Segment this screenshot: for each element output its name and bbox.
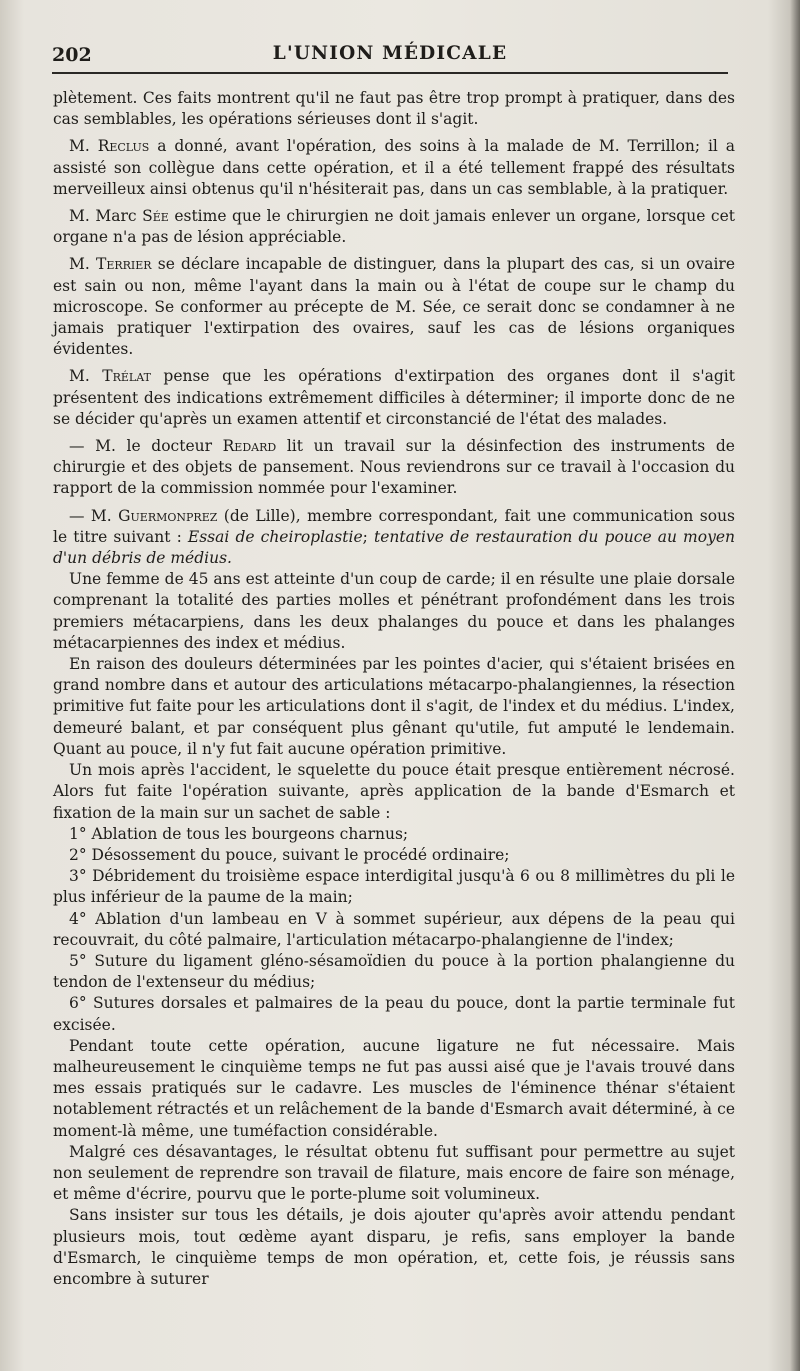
text-run: estime que le chirurgien ne doit jamais enlever un organe, lorsque cet organe n'a pas de lésion appréciable. <box>53 207 736 247</box>
text-run: 1° Ablation de tous les bourgeons charnus; <box>69 824 409 843</box>
paragraph <box>53 254 735 360</box>
paragraph <box>53 1205 735 1290</box>
paragraph <box>53 866 735 908</box>
paragraph <box>53 951 735 993</box>
italic-title: Essai de cheiroplastie <box>187 527 363 546</box>
author-name: Guermonprez <box>118 506 218 525</box>
paragraph <box>53 845 735 866</box>
header-rule <box>52 72 728 74</box>
text-run: 5° Suture du ligament gléno-sésamoïdien du pouce à la portion phalangienne du tendon de l'extenseur du médius; <box>53 951 735 992</box>
paragraph <box>53 436 735 500</box>
page-number: 202 <box>52 44 92 66</box>
paragraph <box>53 88 735 130</box>
author-name: Sée <box>142 207 169 226</box>
text-run: pense que les opérations d'extirpation des organes dont il s'agit présentent des indications extrêmement difficiles à déterminer; il importe donc de ne se décider qu'après un examen attentif et circonstancié de l'état des malades. <box>53 367 735 428</box>
text-run: Malgré ces désavantages, le résultat obtenu fut suffisant pour permettre au sujet non seulement de reprendre son travail de filature, mais encore de faire son ménage, et même d'écrire, pourvu que le porte-plume soit volumineux. <box>53 1142 735 1204</box>
text-run: M. <box>69 255 96 274</box>
author-name: Terrier <box>95 255 152 274</box>
text-run: lit un travail sur la désinfection des instruments de chirurgie et des objets de pansement. Nous reviendrons sur ce travail à l'occasion du rapport de la commission nommée pour l'examiner. <box>53 437 735 498</box>
author-name: Redard <box>222 437 277 456</box>
text-run: Pendant toute cette opération, aucune ligature ne fut nécessaire. Mais malheureusement le cinquième temps ne fut pas aussi aisé que je l'avais trouvé dans mes essais pratiqués sur le cadavre. Les muscles de l'éminence thénar s'étaient notablement rétractés et un relâchement de la bande d'Esmarch avait déterminé, à ce moment-là même, une tuméfaction considérable. <box>53 1036 735 1140</box>
text-run: 3° Débridement du troisième espace interdigital jusqu'à 6 ou 8 millimètres du pli le plus inférieur de la paume de la main; <box>53 867 735 907</box>
running-title: L'UNION MÉDICALE <box>272 43 508 64</box>
text-run: a donné, avant l'opération, des soins à la malade de M. Terrillon; il a assisté son collègue dans cette opération, et il a été tellement frappé des résultats merveilleux ainsi obtenus qu'il n'hésiterait pas, dans un cas semblable, à la pratiquer. <box>53 137 735 198</box>
text-run: M. <box>69 137 98 156</box>
text-run: M. Marc <box>69 207 143 226</box>
text-run: se déclare incapable de distinguer, dans la plupart des cas, si un ovaire est sain ou non, même l'ayant dans la main ou à l'état de coupe sur le champ du microscope. Se conformer au précepte de M. Sée, ce serait donc se condamner à ne jamais pratiquer l'extirpation des ovaires, sauf les cas de lésions organiques évidentes. <box>53 255 735 359</box>
paragraph <box>53 1036 735 1142</box>
paragraph <box>53 824 735 845</box>
running-header <box>52 40 728 70</box>
paragraph <box>53 993 735 1035</box>
paragraph <box>53 136 735 200</box>
paragraph <box>53 506 735 570</box>
paragraph <box>53 1142 735 1206</box>
paragraph <box>53 206 735 248</box>
text-run: (de Lille), membre correspondant, fait une communication sous le titre suivant : <box>53 506 736 546</box>
text-run: plètement. Ces faits montrent qu'il ne faut pas être trop prompt à pratiquer, dans des cas semblables, les opérations sérieuses dont il s'agit. <box>53 89 735 129</box>
body-text <box>53 88 735 1290</box>
text-run: 6° Sutures dorsales et palmaires de la peau du pouce, dont la partie terminale fut excisée. <box>53 994 735 1034</box>
text-run: — M. le docteur <box>69 437 223 456</box>
text-run: Un mois après l'accident, le squelette du pouce était presque entièrement nécrosé. Alors fut faite l'opération suivante, après application de la bande d'Esmarch et fixation de la main sur un sachet de sable : <box>53 761 735 822</box>
author-name: Trélat <box>102 367 151 386</box>
text-run: — M. <box>69 506 119 525</box>
paragraph <box>53 909 735 951</box>
paragraph <box>53 760 735 824</box>
text-run: ; <box>362 527 374 546</box>
text-run: En raison des douleurs déterminées par les pointes d'acier, qui s'étaient brisées en grand nombre dans et autour des articulations métacarpo-phalangiennes, la résection primitive fut faite pour les articulations dont il s'agit, de l'index et du médius. L'index, demeuré balant, et par conséquent plus gênant qu'utile, fut amputé le lendemain. Quant au pouce, il n'y fut fait aucune opération primitive. <box>53 655 735 758</box>
paragraph <box>53 654 735 760</box>
text-run: 4° Ablation d'un lambeau en V à sommet supérieur, aux dépens de la peau qui recouvrait, du côté palmaire, l'articulation métacarpo-phalangienne de l'index; <box>53 909 735 949</box>
text-run: 2° Désossement du pouce, suivant le procédé ordinaire; <box>69 845 510 864</box>
paragraph <box>53 366 735 430</box>
author-name: Reclus <box>97 137 150 156</box>
text-run: M. <box>69 367 103 386</box>
text-run: Une femme de 45 ans est atteinte d'un coup de carde; il en résulte une plaie dorsale comprenant la totalité des parties molles et pénétrant profondément dans les trois premiers métacarpiens, dans les deux phalanges du pouce et dans les phalanges métacarpiennes des index et médius. <box>53 570 735 652</box>
text-run: Sans insister sur tous les détails, je dois ajouter qu'après avoir attendu pendant plusieurs mois, tout œdème ayant disparu, je refis, sans employer la bande d'Esmarch, le cinquième temps de mon opération, et, cette fois, je réussis sans encombre à suturer <box>53 1206 735 1288</box>
italic-title: tentative de restauration du pouce au moyen d'un débris de médius. <box>53 527 735 568</box>
paragraph <box>53 569 735 654</box>
page-edge-shadow <box>790 0 800 1371</box>
